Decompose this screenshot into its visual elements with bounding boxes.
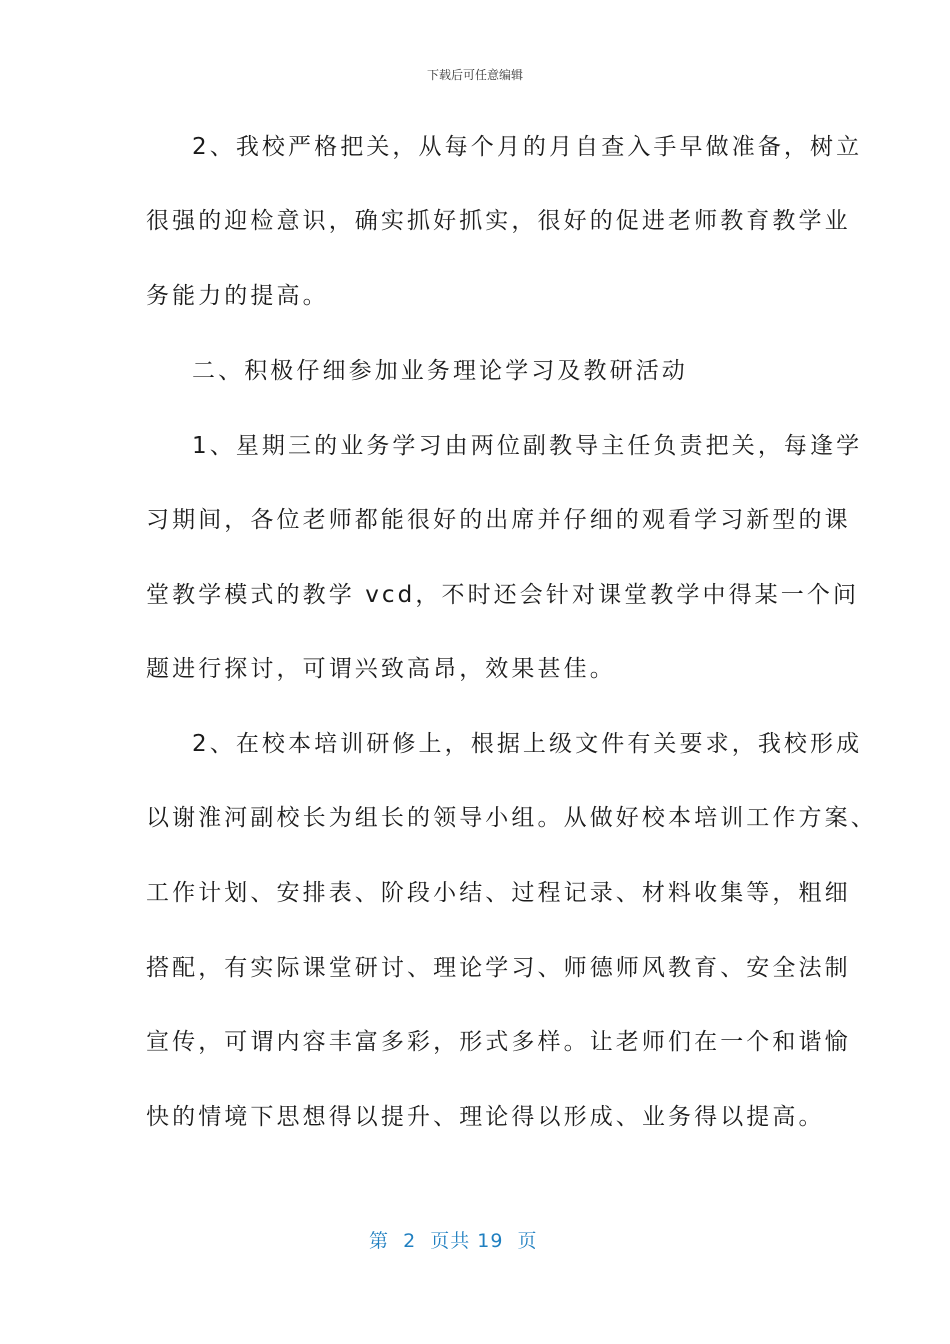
paragraph-line: 堂教学模式的教学 vcd，不时还会针对课堂教学中得某一个问 bbox=[146, 582, 860, 608]
page-header-note: 下载后可任意编辑 bbox=[426, 68, 523, 82]
paragraph-line: 工作计划、安排表、阶段小结、过程记录、材料收集等，粗细 bbox=[146, 880, 851, 906]
paragraph-line: 务能力的提高。 bbox=[146, 283, 329, 309]
paragraph-line: 快的情境下思想得以提升、理论得以形成、业务得以提高。 bbox=[146, 1104, 825, 1130]
page-number-footer: 第 2 页共 19 页 bbox=[369, 1230, 538, 1252]
paragraph-line: 很强的迎检意识，确实抓好抓实，很好的促进老师教育教学业 bbox=[146, 208, 851, 234]
paragraph-line: 宣传，可谓内容丰富多彩，形式多样。让老师们在一个和谐愉 bbox=[146, 1029, 851, 1055]
paragraph-line: 题进行探讨，可谓兴致高昂，效果甚佳。 bbox=[146, 656, 616, 682]
paragraph-line: 1、星期三的业务学习由两位副教导主任负责把关，每逢学 bbox=[192, 433, 863, 459]
section-heading: 二、积极仔细参加业务理论学习及教研活动 bbox=[192, 358, 688, 384]
paragraph-line: 以谢淮河副校长为组长的领导小组。从做好校本培训工作方案、 bbox=[146, 805, 877, 831]
paragraph-line: 2、我校严格把关，从每个月的月自查入手早做准备，树立 bbox=[192, 134, 863, 160]
paragraph-line: 2、在校本培训研修上，根据上级文件有关要求，我校形成 bbox=[192, 731, 863, 757]
paragraph-line: 搭配，有实际课堂研讨、理论学习、师德师风教育、安全法制 bbox=[146, 955, 851, 981]
paragraph-line: 习期间，各位老师都能很好的出席并仔细的观看学习新型的课 bbox=[146, 507, 851, 533]
